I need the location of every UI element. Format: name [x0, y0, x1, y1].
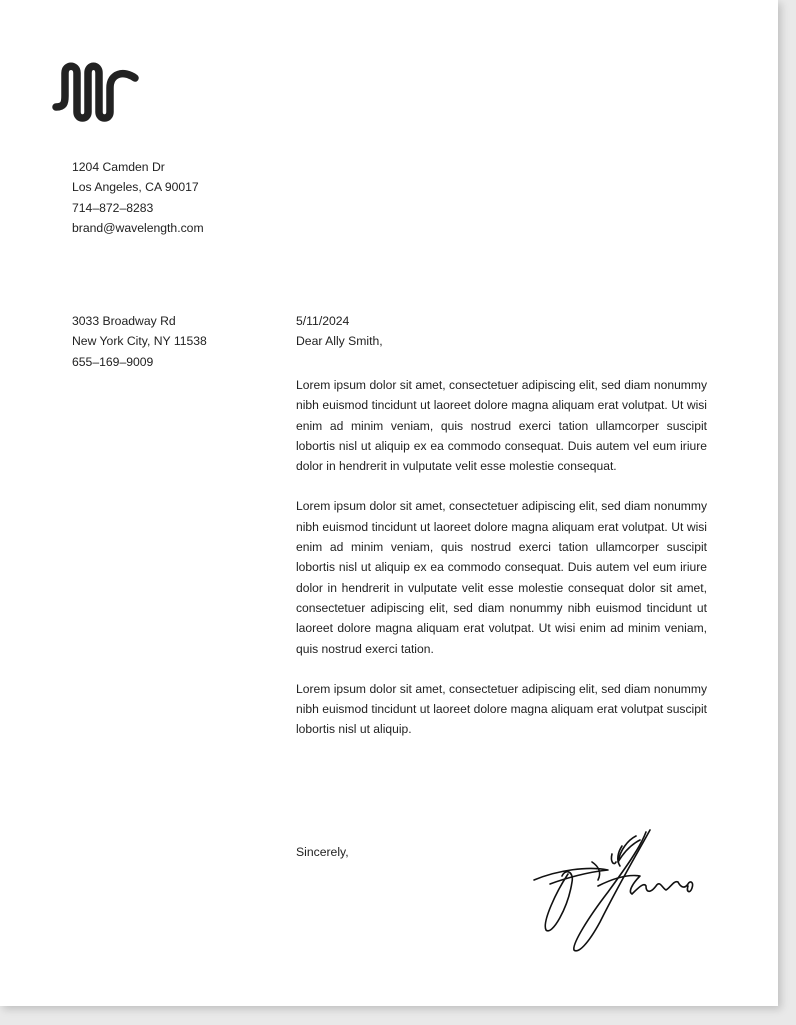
recipient-block [72, 311, 207, 372]
sender-email: brand@wavelength.com [72, 221, 204, 236]
sender-phone: 714–872–8283 [72, 200, 154, 215]
recipient-address-line2: New York City, NY 11538 [72, 334, 207, 349]
body-paragraph-1: Lorem ipsum dolor sit amet, consectetuer adipiscing elit, sed diam nonummy nibh euismod tincidunt ut laoreet dolore magna aliquam erat volutpat. Ut wisi enim ad minim veniam, quis nostrud exerci tation ullamcorper suscipit lobortis nisl ut aliquip ex ea commodo consequat. Duis autem vel eum iriure dolor in hendrerit in vulputate velit esse molestie consequat. [296, 378, 707, 474]
letter-greeting: Dear Ally Smith, [296, 334, 383, 349]
signature-icon [528, 822, 698, 957]
sender-block [72, 157, 204, 239]
body-paragraph-3: Lorem ipsum dolor sit amet, consectetuer adipiscing elit, sed diam nonummy nibh euismod tincidunt ut laoreet dolore magna aliquam erat volutpat suscipit lobortis nisl ut aliquip. [296, 681, 707, 737]
sender-address-line2: Los Angeles, CA 90017 [72, 180, 199, 195]
letter-body [296, 375, 707, 760]
letter-date: 5/11/2024 [296, 314, 350, 328]
recipient-phone: 655–169–9009 [72, 354, 154, 369]
recipient-address-line1: 3033 Broadway Rd [72, 314, 176, 328]
wave-logo-icon [50, 58, 146, 130]
letter-closing: Sincerely, [296, 845, 349, 859]
letter-header [296, 311, 383, 352]
body-paragraph-2: Lorem ipsum dolor sit amet, consectetuer adipiscing elit, sed diam nonummy nibh euismod tincidunt ut laoreet dolore magna aliquam erat volutpat. Ut wisi enim ad minim veniam, quis nostrud exerci tation ullamcorper suscipit lobortis nisl ut aliquip ex ea commodo consequat. Duis autem vel eum iriure dolor in hendrerit in vulputate velit esse molestie consequat dolor sit amet, consectetuer adipiscing elit, sed diam nonummy nibh euismod tincidunt ut laoreet dolore magna aliquam erat volutpat. Ut wisi enim ad minim veniam, quis nostrud exerci tation. [296, 499, 707, 656]
sender-address-line1: 1204 Camden Dr [72, 160, 165, 174]
